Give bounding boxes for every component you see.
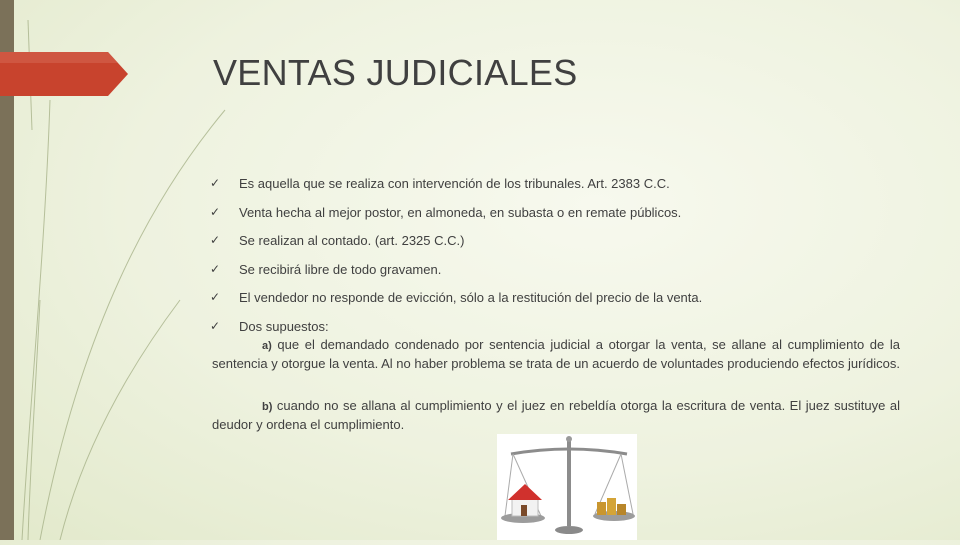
check-icon: ✓ [210,204,221,219]
balance-scale-icon [497,434,637,540]
bullet-text: El vendedor no responde de evicción, sólo a la restitución del precio de la venta. [239,290,703,305]
bullet-list [210,176,910,347]
bullet-text: Se realizan al contado. (art. 2325 C.C.) [239,233,465,248]
list-item [210,290,910,319]
list-item [210,205,910,234]
supuesto-b-text: cuando no se allana al cumplimiento y el juez en rebeldía otorga la escritura de venta. El juez sustituye al deudor y ordena el cumplimiento. [212,398,900,432]
supuesto-b-paragraph [212,397,900,434]
check-icon: ✓ [210,290,221,304]
title-accent-arrow [0,52,130,96]
slide-title: VENTAS JUDICIALES [213,52,578,93]
list-item [210,233,910,262]
check-icon: ✓ [210,233,221,247]
bullet-text: Se recibirá libre de todo gravamen. [239,261,442,277]
bullet-text: Venta hecha al mejor postor, en almoneda, en subasta o en remate públicos. [239,204,682,220]
bullet-text: Es aquella que se realiza con intervención de los tribunales. Art. 2383 C.C. [239,176,670,191]
check-icon: ✓ [210,318,221,333]
check-icon: ✓ [210,261,221,276]
supuesto-b-label: b) [262,401,273,413]
balance-scale-image [497,434,637,540]
supuesto-a-label: a) [262,340,272,352]
list-item [210,176,910,205]
supuesto-a-text: que el demandado condenado por sentencia judicial a otorgar la venta, se allane al cumplimiento de la sentencia y otorgue la venta. Al no haber problema se trata de un acuerdo de voluntades produciendo efectos jurídicos. [212,337,901,371]
bullet-text: Dos supuestos: [239,318,329,334]
list-item [210,262,910,291]
check-icon: ✓ [210,176,221,190]
supuesto-a-paragraph [212,336,900,373]
